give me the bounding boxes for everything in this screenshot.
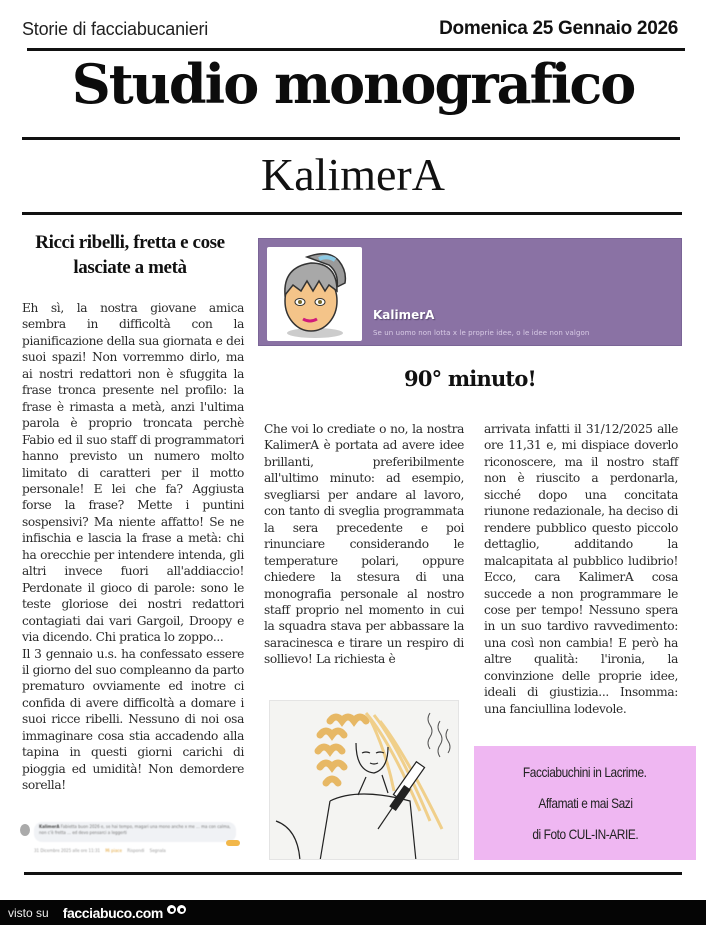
dateline: Domenica 25 Gennaio 2026 bbox=[439, 18, 678, 39]
paragraph: Eh sì, la nostra giovane amica sembra in difficoltà con la pianificazione della sua giornata e dei suoi spazi! Non vorremmo dirlo, ma ai nostri redattori non è sfuggita la frase tronca presente nel profilo: la frase è rimasta a metà, anzi l'ultima parola è proprio troncata perchè Fabio ed il suo staff di programmatori hanno previsto un numero molto limitato di caratteri per il motto personale! E lei che fa? Aggiusta forse la frase? Mette i puntini sospensivi? Ma niente affatto! Se ne infischia e lascia la frase a metà: chi ha orecchie per intendere intenda, gli altri invece fuori all'addiaccio! Perdonate il gioco di parole: sono le teste gloriose dei nostri redattori contagiati dai vari Gargoil, Droopy e via dicendo. Chi pratica lo zoppo... bbox=[22, 301, 244, 645]
report-link[interactable]: Segnala bbox=[149, 848, 166, 853]
reaction-icon bbox=[226, 840, 240, 846]
avatar bbox=[267, 247, 362, 341]
middle-article-column-1: Che voi lo crediate o no, la nostra KalimerA è portata ad avere idee brillanti, preferibilmente all'ultimo minuto: ad esempio, svegliarsi per andare al lavoro, con tanto di sveglia programmata la sera precedente e poi rinunciare considerando le temperature polari, oppure chiedere la stesura di una monografia personale al nostro staff proprio nel momento in cui la squadra stava per abbassare la saracinesca e tirare un respiro di sollievo! La richiesta è bbox=[264, 422, 464, 667]
comment-meta bbox=[34, 848, 166, 853]
like-link[interactable]: Mi piace bbox=[105, 848, 122, 853]
section-kicker: Storie di facciabucanieri bbox=[22, 18, 209, 39]
divider bbox=[22, 137, 680, 140]
divider bbox=[27, 48, 685, 51]
left-article-headline bbox=[10, 230, 250, 280]
headline-line: Ricci ribelli, fretta e cose bbox=[35, 232, 225, 253]
paragraph: Il 3 gennaio u.s. ha confessato essere il giorno del suo compleanno da parto prematuro ovviamente ed inotre ci confida di avere difficoltà a domare i suoi ricce ribelli. Nessuno di noi osa immaginare cosa stia accadendo alla tapina in questi giorni carichi di pioggia ed umidità! Non demordere sorella! bbox=[22, 646, 244, 793]
tagline-line: Affamati e mai Sazi bbox=[537, 794, 633, 811]
middle-article-column-2: arrivata infatti il 31/12/2025 alle ore 11,31 e, mi dispiace doverlo riconoscere, ma il nostro staff non è riuscito a perdonarla, sicché dopo una concitata riunone redazionale, ha deciso di rendere pubblico questo piccolo dettaglio, additando la malcapitata al pubblico ludibrio! Ecco, cara KalimerA cosa succede a non programmare le cose per tempo! Nessuno spera in un suo tardivo ravvedimento: una così non cambia! E però ha altre qualità: l'ironia, la convinzione delle proprie idee, ideali di giustizia... Insomma: una fanciullina lodevole. bbox=[484, 422, 678, 716]
cartoon-avatar-icon bbox=[267, 247, 362, 341]
profile-name[interactable]: KalimerA bbox=[373, 308, 435, 322]
comment-bubble bbox=[34, 822, 236, 842]
tagline-line: di Foto CUL-IN-ARIE. bbox=[532, 826, 638, 843]
divider bbox=[24, 872, 682, 875]
comment-date: 31 Dicembre 2025 alle ore 11:31 bbox=[34, 848, 101, 853]
footer-visto-label: visto su bbox=[8, 905, 49, 920]
avatar bbox=[20, 824, 30, 836]
reply-link[interactable]: Rispondi bbox=[127, 848, 145, 853]
tagline-box bbox=[474, 746, 696, 860]
divider bbox=[22, 212, 682, 215]
footer-bar bbox=[0, 900, 706, 925]
eyes-logo-icon bbox=[167, 905, 186, 914]
profile-card bbox=[258, 238, 682, 346]
comment-text: Fabietta buon 2026 e, se hai tempo, magari una mono anche x me ... ma con calma, non c'è fretta ... ed devo pensarci a leggerti bbox=[39, 824, 231, 835]
comment-screenshot bbox=[18, 820, 243, 860]
left-article-body bbox=[22, 300, 244, 794]
footer-brand-link[interactable]: facciabuco.com bbox=[62, 904, 163, 921]
comment-author: KalimerA bbox=[39, 824, 60, 829]
headline-line: lasciate a metà bbox=[73, 257, 187, 278]
woman-with-hair-straightener-icon bbox=[270, 701, 459, 860]
tagline-line: Facciabuchini in Lacrime. bbox=[523, 763, 647, 780]
page-title: Studio monografico bbox=[71, 52, 635, 116]
middle-article-headline: 90° minuto! bbox=[404, 366, 536, 391]
pasta-hair-illustration bbox=[269, 700, 459, 860]
masthead-top bbox=[22, 14, 678, 44]
profile-motto: Se un uomo non lotta x le proprie idee, o le idee non valgon bbox=[373, 329, 590, 337]
subject-title: KalimerA bbox=[261, 149, 445, 200]
